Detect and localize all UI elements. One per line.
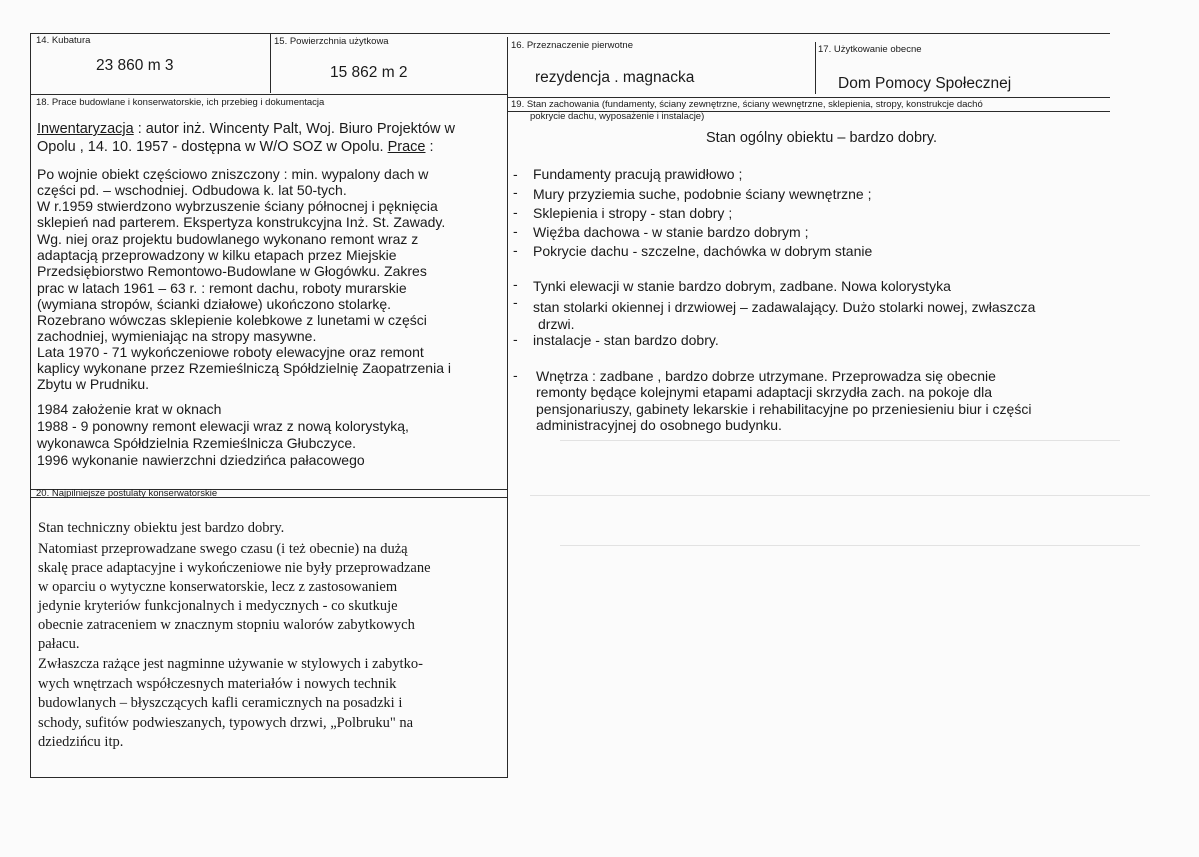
s20-line: budowlanych – błyszczących kafli ceramicznych na posadzki i bbox=[38, 695, 403, 711]
condition-item: Sklepienia i stropy - stan dobry ; bbox=[533, 205, 733, 221]
s20-line: Natomiast przeprowadzane swego czasu (i też obecnie) na dużą bbox=[38, 541, 408, 557]
inventory-heading: Inwentaryzacja bbox=[37, 121, 134, 137]
condition-item: Mury przyziemia suche, podobnie ściany wewnętrzne ; bbox=[533, 186, 872, 202]
field17-value: Dom Pomocy Społecznej bbox=[838, 75, 1012, 92]
item-dash: - bbox=[513, 367, 518, 383]
field14-value: 23 860 m 3 bbox=[96, 57, 174, 74]
condition-item: Pokrycie dachu - szczelne, dachówka w dobrym stanie bbox=[533, 243, 873, 259]
s18-line: kaplicy wykonane przez Rzemieślniczą Spółdzielnię Zaopatrzenia i bbox=[37, 360, 451, 376]
s18-line: Przedsiębiorstwo Remontowo-Budowlane w Głogówku. Zakres bbox=[37, 263, 427, 279]
field14-label: 14. Kubatura bbox=[36, 35, 91, 46]
s18-line: Po wojnie obiekt częściowo zniszczony : min. wypalony dach w bbox=[37, 166, 429, 182]
left-border bbox=[30, 33, 31, 778]
s18-line: Rozebrano wówczas sklepienie kolebkowe z lunetami w części bbox=[37, 312, 427, 328]
s18-line: sklepień nad parterem. Ekspertyza konstrukcyjna Inż. St. Zawady. bbox=[37, 214, 446, 230]
s20-line: pałacu. bbox=[38, 636, 80, 652]
s18-line: Zbytu w Prudniku. bbox=[37, 376, 150, 392]
interior-line: pensjonariuszy, gabinety lekarskie i rehabilitacyjne po przeniesieniu biur i części bbox=[536, 401, 1032, 417]
s18-line: (wymiana stropów, ścianki działowe) ukończono stolarkę. bbox=[37, 296, 392, 312]
s18-line: zachodniej, wymieniając na stropy masywne. bbox=[37, 328, 317, 344]
s18-line: 1988 - 9 ponowny remont elewacji wraz z nową kolorystyką, bbox=[37, 418, 409, 434]
bleed-through-line bbox=[530, 495, 1150, 496]
s20-line: wych wnętrzach współczesnych materiałów i nowych technik bbox=[38, 676, 397, 692]
field15-value: 15 862 m 2 bbox=[330, 64, 408, 81]
section19-label-2: pokrycie dachu, wyposażenie i instalacje) bbox=[530, 111, 705, 122]
s20-line: jedynie kryteriów funkcjonalnych i medycznych - co skutkuje bbox=[38, 598, 398, 614]
works-colon: : bbox=[425, 139, 434, 155]
field16-value: rezydencja . magnacka bbox=[535, 69, 695, 86]
interior-line: Wnętrza : zadbane , bardzo dobrze utrzymane. Przeprowadza się obecnie bbox=[536, 368, 996, 384]
s18-line: W r.1959 stwierdzono wybrzuszenie ściany północnej i pęknięcia bbox=[37, 198, 438, 214]
s18-line: 1996 wykonanie nawierzchni dziedzińca pałacowego bbox=[37, 452, 365, 468]
item-dash: - bbox=[513, 184, 518, 200]
s18-line: prac w latach 1961 – 63 r. : remont dachu, roboty murarskie bbox=[37, 280, 407, 296]
s20-line: obecnie zatraceniem w znacznym stopniu walorów zabytkowych bbox=[38, 617, 415, 633]
general-condition: Stan ogólny obiektu – bardzo dobry. bbox=[706, 130, 938, 146]
inventory-line bbox=[37, 121, 455, 137]
section19-label: 19. Stan zachowania (fundamenty, ściany zewnętrzne, ściany wewnętrzne, sklepienia, stropy, konstrukcje dachó bbox=[511, 99, 983, 110]
top-border bbox=[30, 33, 1110, 34]
inventory-text: : autor inż. Wincenty Palt, Woj. Biuro Projektów w bbox=[133, 121, 455, 137]
item-dash: - bbox=[513, 204, 518, 220]
header-bottom-left bbox=[30, 94, 507, 95]
s20-line: w oparciu o wytyczne konserwatorskie, lecz z zastosowaniem bbox=[38, 579, 398, 595]
bleed-through-line bbox=[560, 545, 1140, 546]
s20-line: dziedzińcu itp. bbox=[38, 734, 124, 750]
inventory-text-2: Opolu , 14. 10. 1957 - dostępna w W/O SOZ w Opolu. bbox=[37, 139, 388, 155]
section20-label: 20. Najpilniejsze postulaty konserwatorskie bbox=[36, 488, 218, 499]
bottom-border bbox=[30, 777, 508, 778]
interior-line: administracyjnej do osobnego budynku. bbox=[536, 417, 782, 433]
condition-item: instalacje - stan bardzo dobry. bbox=[533, 332, 719, 348]
interior-line: remonty będące kolejnymi etapami adaptacji skrzydła zach. na pokoje dla bbox=[536, 384, 993, 400]
field15-label: 15. Powierzchnia użytkowa bbox=[274, 36, 389, 47]
s20-line: skalę prace adaptacyjne i wykończeniowe nie były przeprowadzane bbox=[38, 560, 431, 576]
condition-item: stan stolarki okiennej i drzwiowej – zadawalający. Dużo stolarki nowej, zwłaszcza bbox=[533, 299, 1036, 315]
item-dash: - bbox=[513, 242, 518, 258]
field17-label: 17. Użytkowanie obecne bbox=[818, 44, 922, 55]
divider-14-15 bbox=[270, 33, 271, 93]
item-dash: - bbox=[513, 276, 518, 292]
section18-label: 18. Prace budowlane i konserwatorskie, ich przebieg i dokumentacja bbox=[36, 97, 325, 108]
center-divider bbox=[507, 37, 508, 777]
s18-line: części pd. – wschodniej. Odbudowa k. lat 50-tych. bbox=[37, 182, 347, 198]
s18-line: wykonawca Spółdzielnia Rzemieślnicza Głubczyce. bbox=[37, 435, 357, 451]
works-heading: Prace bbox=[387, 139, 426, 155]
s20-line: schody, sufitów podwieszanych, typowych drzwi, „Polbruku" na bbox=[38, 715, 414, 731]
s20-line: Zwłaszcza rażące jest nagminne używanie w stylowych i zabytko- bbox=[38, 656, 423, 672]
item-dash: - bbox=[513, 223, 518, 239]
s18-line: 1984 założenie krat w oknach bbox=[37, 401, 222, 417]
field16-label: 16. Przeznaczenie pierwotne bbox=[511, 40, 633, 51]
bleed-through-line bbox=[560, 440, 1120, 441]
s18-line: Lata 1970 - 71 wykończeniowe roboty elewacyjne oraz remont bbox=[37, 344, 424, 360]
s20-line: Stan techniczny obiektu jest bardzo dobry. bbox=[38, 520, 285, 536]
condition-item: Więźba dachowa - w stanie bardzo dobrym ; bbox=[533, 224, 809, 240]
divider-16-17 bbox=[815, 42, 816, 94]
condition-item: Tynki elewacji w stanie bardzo dobrym, zadbane. Nowa kolorystyka bbox=[533, 278, 951, 294]
inventory-line-2 bbox=[37, 139, 434, 155]
item-dash: - bbox=[513, 166, 518, 182]
item-dash: - bbox=[513, 331, 518, 347]
s18-line: adaptacją przeprowadzony w kilku etapach przez Miejskie bbox=[37, 247, 397, 263]
item-dash: - bbox=[513, 294, 518, 310]
s18-line: Wg. niej oraz projektu budowlanego wykonano remont wraz z bbox=[37, 231, 419, 247]
condition-item: Fundamenty pracują prawidłowo ; bbox=[533, 166, 743, 182]
condition-item: drzwi. bbox=[538, 316, 575, 332]
